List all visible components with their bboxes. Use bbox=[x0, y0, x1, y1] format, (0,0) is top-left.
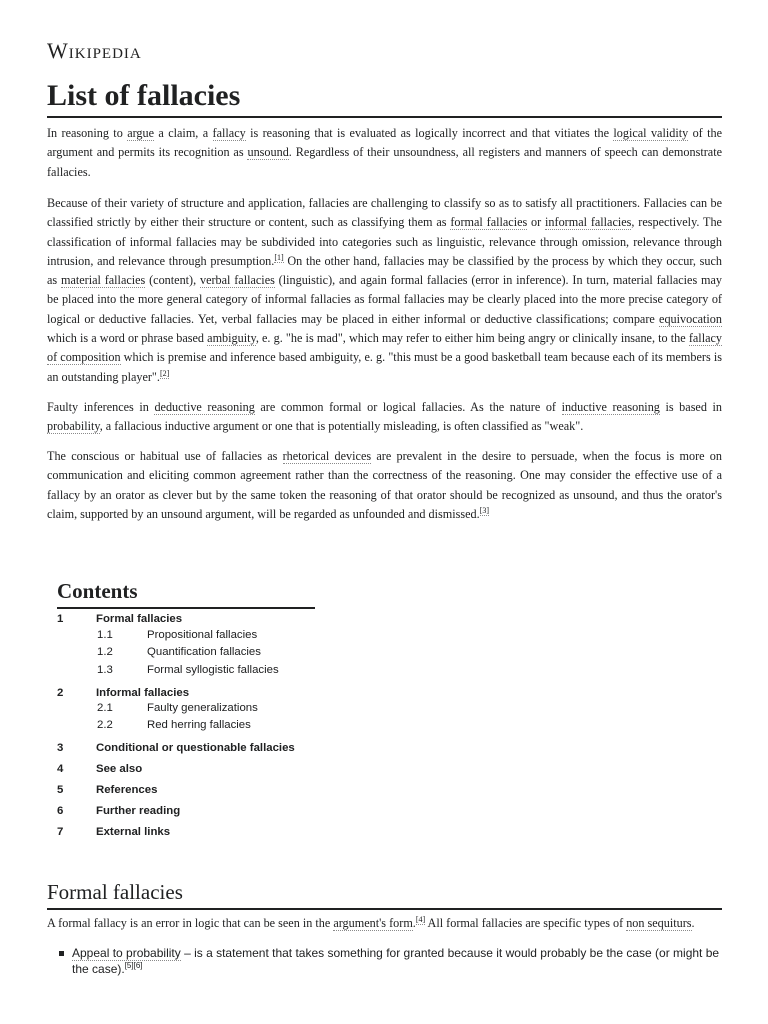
intro-paragraph-4: The conscious or habitual use of fallacies as rhetorical devices are prevalent in the desire to persuade, when the focus is more on communication and eliciting common agreement rather than the correctness of the reasoning. One may consider the effective use of a fallacy by an orator as clever but by the same token the reasoning of that orator should be recognized as unsound, and thus the orator's claim, supported by an unsound argument, will be regarded as unfounded and dismissed.[3] bbox=[47, 449, 722, 521]
list-item-appeal-to-probability: Appeal to probability – is a statement that takes something for granted because it would probably be the case (or might be the case).[5][6] bbox=[72, 946, 720, 976]
intro-paragraph-3: Faulty inferences in deductive reasoning are common formal or logical fallacies. As the nature of inductive reasoning is based in probability, a fallacious inductive argument or one that is potentially misleading, is often classified as "weak". bbox=[47, 400, 723, 434]
link-ambiguity[interactable]: ambiguity bbox=[207, 331, 256, 346]
ref-5-6[interactable]: [5][6] bbox=[124, 961, 143, 970]
page-title: List of fallacies bbox=[47, 78, 722, 118]
page: Wikipedia List of fallacies In reasoning to argue a claim, a fallacy is reasoning that is evaluated as logically incorrect and that vitiates the logical validity of the argument and permits its recognition as unsound. Regardless of their unsoundness, all registers and manners of speech can demonstrate fallacies. Because of their variety of structure and application, fallacies are challenging to classify so as to satisfy all practitioners. Fallacies can be classified strictly by either their structure or content, such as classifying them as formal fallacies or informal fallacies, respectively. The classification of informal fallacies may be subdivided into categories such as linguistic, relevance through omission, relevance through intrusion, and relevance through presumption.[1] On the other hand, fallacies may be classified by the process by which they occur, such as material fallacies (content), verbal fallacies (linguistic), and again formal fallacies (error in inference). In turn, material fallacies may be placed into the more general category of informal fallacies as formal fallacies may be clearly placed into the more precise category of logical or deductive fallacies. Yet, verbal fallacies may be placed in either informal or deductive classifications; compare equivocation which is a word or phrase based ambiguity, e. g. "he is mad", which may refer to either him being angry or clinically insane, to the fallacy of composition which is premise and inference based ambiguity, e. g. "this must be a good basketball team because each of its members is an outstanding player".[2] Faulty inferences in deductive reasoning are common formal or logical fallacies. As the nature of inductive reasoning is based in probability, a fallacious inductive argument or one that is potentially misleading, is often classified as "weak". The conscious or habitual use of fallacies as rhetorical devices are prevalent in the desire to persuade, when the focus is more on communication and eliciting common agreement rather than the correctness of the reasoning. One may consider the effective use of a fallacy by an orator as clever but by the same token the reasoning of that orator should be recognized as unsound, and thus the orator's claim, supported by an unsound argument, will be regarded as unfounded and dismissed.[3] Contents 1 Formal fallacies 1.1 Propositional fallacies 1.2 Quantification fallacies 1.3 Formal syllogistic fallacies 2 Informal fallacies 2.1 Faulty generalizations 2.2 Red herring fallacies 3 Conditional or questionable fallacies 4 See also 5 References 6 Further reading 7 External links Formal fallacies A formal fallacy is an error in logic that can be seen in the argument's form.[4] All formal fallacies are specific types of non sequiturs. Appeal to probability – is a statement that takes something for granted because it would probably be the case (or might be the case).[5][6] bbox=[47, 38, 723, 976]
ref-1[interactable]: [1] bbox=[274, 252, 284, 262]
link-material-fallacies[interactable]: material fallacies bbox=[60, 273, 146, 288]
link-arguments-form[interactable]: argument's form bbox=[333, 916, 413, 930]
link-rhetorical-devices[interactable]: rhetorical devices bbox=[282, 449, 372, 463]
intro-paragraph-2: Because of their variety of structure and application, fallacies are challenging to classify so as to satisfy all practitioners. Fallacies can be classified strictly by either their structure or content, such as classifying them as formal fallacies or informal fallacies, respectively. The classification of informal fallacies may be subdivided into categories such as linguistic, relevance through omission, relevance through intrusion, and relevance through presumption.[1] On the other hand, fallacies may be classified by the process by which they occur, such as material fallacies (content), verbal fallacies (linguistic), and again formal fallacies (error in inference). In turn, material fallacies may be placed into the more general category of informal fallacies as formal fallacies may be clearly placed into the more precise category of logical or deductive fallacies. Yet, verbal fallacies may be placed in either informal or deductive classifications; compare equivocation which is a word or phrase based ambiguity, e. g. "he is mad", which may refer to either him being angry or clinically insane, to the fallacy of composition which is premise and inference based ambiguity, e. g. "this must be a good basketball team because each of its members is an outstanding player".[2] bbox=[47, 196, 722, 384]
link-verbal-fallacies[interactable]: verbal fallacies bbox=[199, 273, 275, 288]
toc-title: Contents bbox=[57, 578, 315, 609]
link-formal-fallacies[interactable]: formal fallacies bbox=[450, 215, 528, 230]
link-equivocation[interactable]: equivocation bbox=[659, 311, 722, 326]
link-informal-fallacies[interactable]: informal fallacies bbox=[545, 215, 632, 230]
link-inductive-reasoning[interactable]: inductive reasoning bbox=[561, 400, 660, 414]
ref-3[interactable]: [3] bbox=[479, 505, 490, 515]
link-probability[interactable]: probability bbox=[47, 419, 100, 434]
link-unsound[interactable]: unsound bbox=[247, 145, 289, 160]
wikipedia-logo: Wikipedia bbox=[47, 38, 142, 63]
link-fallacy[interactable]: fallacy bbox=[212, 126, 246, 140]
bullet-marker bbox=[59, 951, 64, 956]
link-argue[interactable]: argue bbox=[127, 126, 155, 140]
link-logical-validity[interactable]: logical validity bbox=[613, 126, 689, 140]
link-non-sequiturs[interactable]: non sequiturs bbox=[626, 916, 692, 930]
intro-paragraph-1: In reasoning to argue a claim, a fallacy is reasoning that is evaluated as logically incorrect and that vitiates the logical validity of the argument and permits its recognition as unsound. Regardless of their unsoundness, all registers and manners of speech can demonstrate fallacies. bbox=[47, 126, 723, 179]
section-heading-formal-fallacies: Formal fallacies bbox=[47, 878, 722, 910]
ref-2[interactable]: [2] bbox=[159, 368, 170, 378]
link-deductive-reasoning[interactable]: deductive reasoning bbox=[154, 400, 255, 414]
link-fallacy-of-composition[interactable]: fallacy of composition bbox=[47, 331, 722, 365]
ref-4[interactable]: [4] bbox=[415, 914, 426, 924]
formal-fallacies-intro: A formal fallacy is an error in logic that can be seen in the argument's form.[4] All formal fallacies are specific types of non sequiturs. bbox=[47, 914, 695, 930]
link-appeal-to-probability[interactable]: Appeal to probability bbox=[72, 946, 181, 960]
